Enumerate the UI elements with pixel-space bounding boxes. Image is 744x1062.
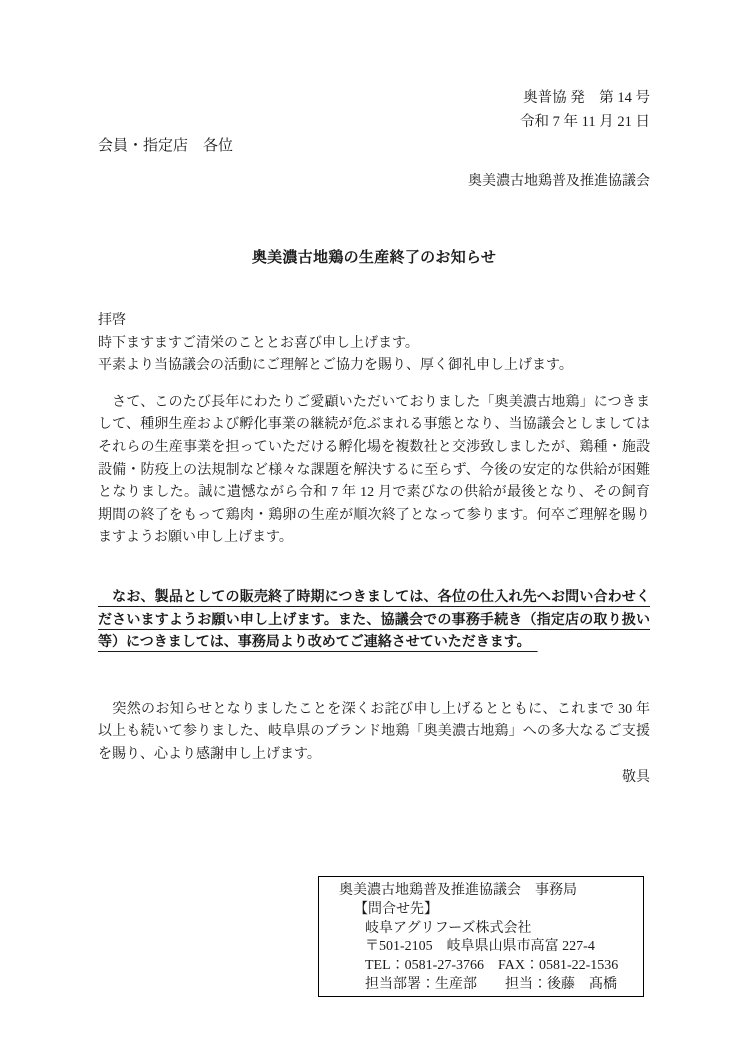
paragraph-line: なお、製品としての販売終了時期につきましては、各位の仕入れ先へお問い合わせく: [98, 589, 650, 605]
paragraph-line: ださいますようお願い申し上げます。また、協議会での事務手続き（指定店の取り扱い: [98, 612, 650, 628]
doc-date: 令和 7 年 11 月 21 日: [520, 114, 650, 130]
main-paragraph: [98, 392, 650, 550]
greeting-line: 時下ますますご清栄のこととお喜び申し上げます。: [98, 335, 419, 351]
paragraph-line: を賜り、心より感謝申し上げます。: [98, 746, 321, 762]
closing-paragraph: [98, 699, 650, 767]
paragraph-line: 突然のお知らせとなりましたことを深くお詫び申し上げるとともに、これまで 30 年: [98, 701, 650, 717]
paragraph-line: して、種卵生産および孵化事業の継続が危ぶまれる事態となり、当協議会としましては: [98, 417, 650, 433]
salutation: 拝啓: [98, 313, 126, 328]
contact-company: 岐阜アグリフーズ株式会社: [365, 920, 532, 936]
paragraph-line: 以上も続いて参りました、岐阜県のブランド地鶏「奥美濃古地鶏」への多大なるご支援: [98, 724, 650, 740]
contact-info-box: [318, 876, 644, 997]
paragraph-line: となりました。誠に遺憾ながら令和 7 年 12 月で素びなの供給が最後となり、その飼育: [98, 485, 650, 501]
closing-word: 敬具: [622, 769, 650, 785]
doc-number: 奥普協 発 第 14 号: [523, 90, 650, 106]
contact-staff: 担当部署：生産部 担当：後藤 髙橋: [365, 977, 617, 993]
contact-address: 〒501-2105 岐阜県山県市高富 227-4: [365, 939, 595, 955]
addressee: 会員・指定店 各位: [98, 138, 234, 154]
paragraph-line: それらの生産事業を担っていただける孵化場を複数社と交渉致しましたが、鶏種・施設: [98, 439, 650, 455]
paragraph-line: さて、このたび長年にわたりご愛顧いただいておりました「奥美濃古地鶏」につきま: [98, 394, 650, 410]
paragraph-line: 期間の終了をもって鶏肉・鶏卵の生産が順次終了となって参ります。何卒ご理解を賜り: [98, 507, 650, 523]
paragraph-line: 設備・防疫上の法規制など様々な課題を解決するに至らず、今後の安定的な供給が困難: [98, 462, 650, 478]
notice-paragraph-underlined: [98, 587, 650, 655]
contact-org: 奥美濃古地鶏普及推進協議会 事務局: [339, 883, 577, 899]
greeting-line: 平素より当協議会の活動にご理解とご協力を賜り、厚く御礼申し上げます。: [98, 358, 573, 374]
document-meta: [98, 86, 650, 134]
contact-tel-fax: TEL：0581-27-3766 FAX：0581-22-1536: [365, 958, 619, 974]
contact-label: 【問合せ先】: [354, 901, 438, 917]
document-content: [98, 0, 650, 997]
paragraph-line: 等）につきましては、事務局より改めてご連絡させていただきます。: [98, 635, 538, 651]
sender-organization: 奥美濃古地鶏普及推進協議会: [468, 174, 650, 189]
opening-section: [98, 310, 650, 378]
document-title: 奥美濃古地鶏の生産終了のお知らせ: [251, 250, 497, 266]
paragraph-line: ますようお願い申し上げます。: [98, 530, 293, 546]
